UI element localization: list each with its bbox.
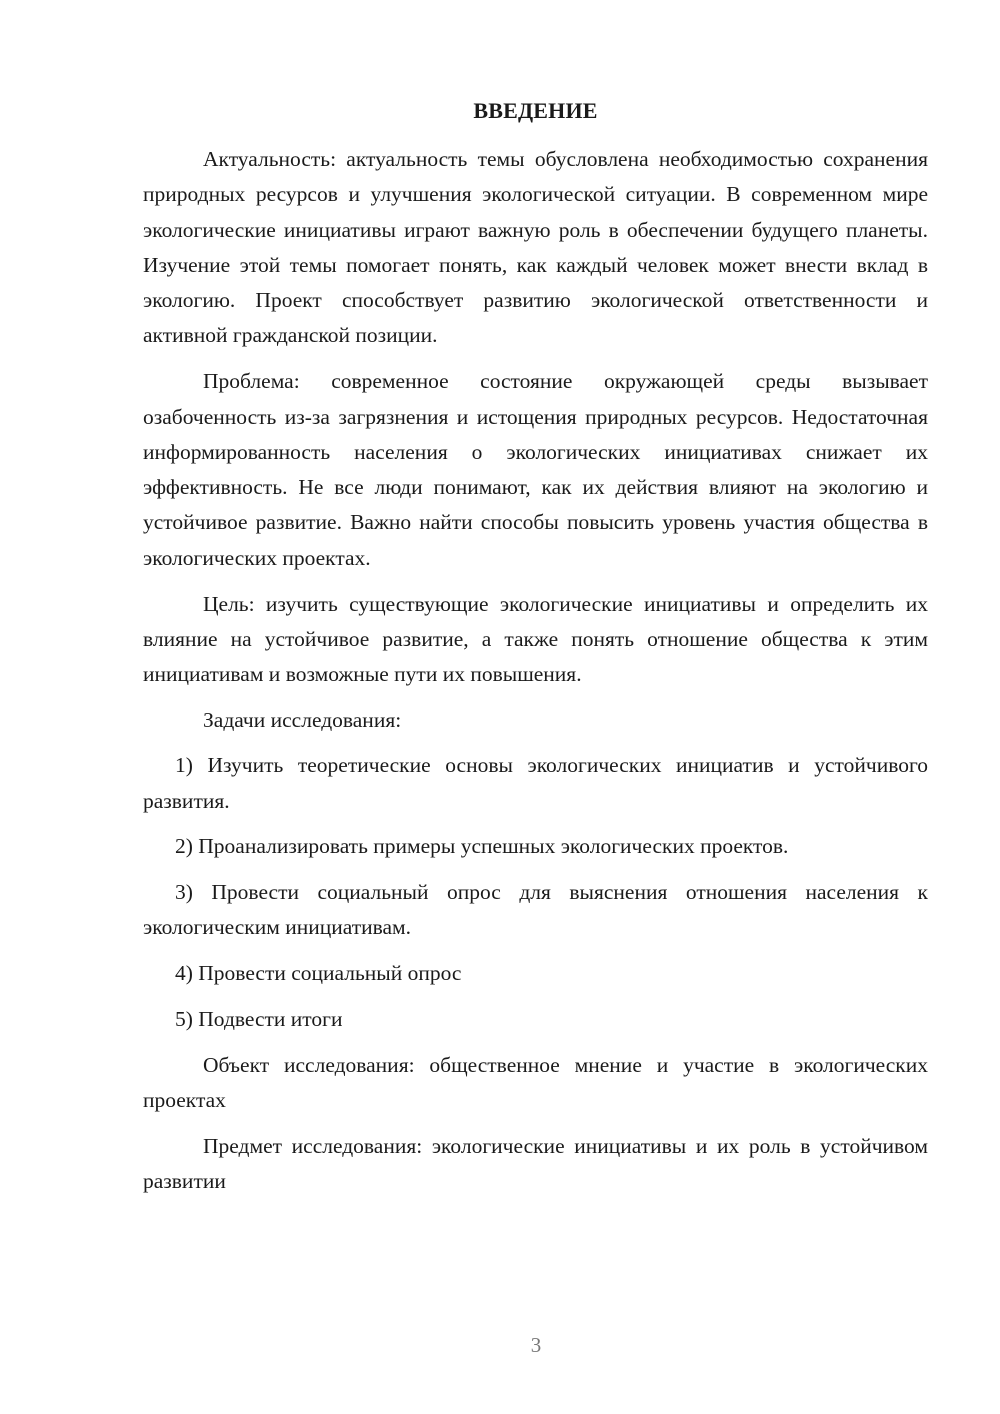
task-item-3: 3) Провести социальный опрос для выяснения отношения населения к экологическим инициативам. <box>143 880 928 940</box>
paragraph-goal: Цель: изучить существующие экологические инициативы и определить их влияние на устойчивое развитие, а также понять отношение общества к этим инициативам и возможные пути их повышения. <box>143 591 928 687</box>
section-title: ВВЕДЕНИЕ <box>473 98 598 123</box>
paragraph-object: Объект исследования: общественное мнение и участие в экологических проектах <box>143 1052 928 1113</box>
page-content <box>143 96 928 1210</box>
tasks-heading: Задачи исследования: <box>203 707 402 732</box>
paragraph-relevance: Актуальность: актуальность темы обусловлена необходимостью сохранения природных ресурсов и улучшения экологической ситуации. В современном мире экологические инициативы играют важную роль в обеспечении будущего планеты. Изучение этой темы помогает понять, как каждый человек может внести вклад в экологию. Проект способствует развитию экологической ответственности и активной гражданской позиции. <box>143 147 928 348</box>
task-item-5: 5) Подвести итоги <box>175 1007 343 1032</box>
paragraph-subject: Предмет исследования: экологические инициативы и их роль в устойчивом развитии <box>143 1133 928 1194</box>
paragraph-problem: Проблема: современное состояние окружающей среды вызывает озабоченность из-за загрязнения и истощения природных ресурсов. Недостаточная информированность населения о экологических инициативах снижает их эффективность. Не все люди понимают, как их действия влияют на экологию и устойчивое развитие. Важно найти способы повысить уровень участия общества в экологических проектах. <box>143 369 928 570</box>
task-item-2: 2) Проанализировать примеры успешных экологических проектов. <box>175 834 789 859</box>
task-item-1: 1) Изучить теоретические основы экологических инициатив и устойчивого развития. <box>143 753 928 813</box>
task-item-4: 4) Провести социальный опрос <box>175 961 462 986</box>
page-number: 3 <box>530 1333 542 1357</box>
